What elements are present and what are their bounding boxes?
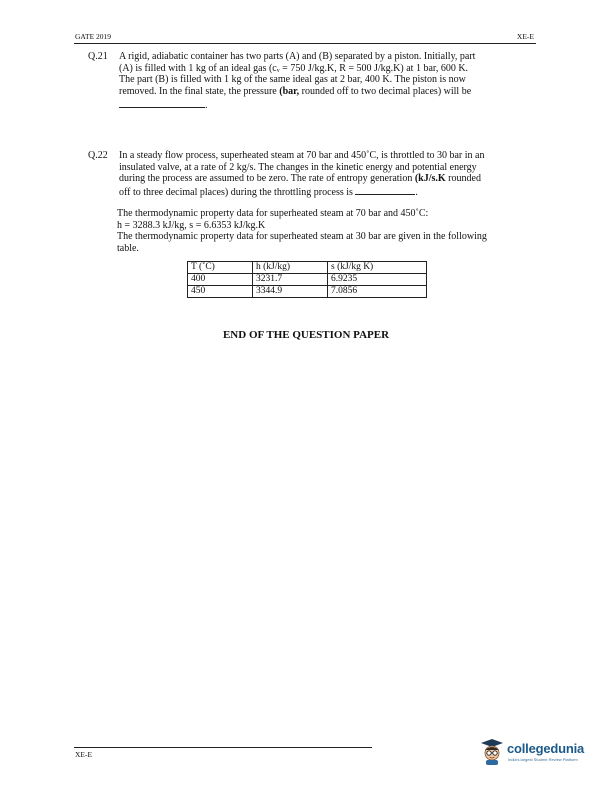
table-cell: 3344.9 (253, 286, 328, 298)
brand-watermark (480, 738, 592, 768)
table-header-cell: h (kJ/kg) (253, 262, 328, 274)
data-line: The thermodynamic property data for superheated steam at 70 bar and 450˚C: (117, 208, 429, 219)
question-line: In a steady flow process, superheated steam at 70 bar and 450˚C, is throttled to 30 bar in an (119, 150, 485, 161)
question-text (119, 150, 484, 198)
brand-tagline: India's largest Student Review Platform (508, 757, 578, 762)
table-cell: 7.0856 (328, 286, 427, 298)
question-number: Q.21 (88, 51, 108, 62)
table-cell: 400 (188, 274, 253, 286)
header-divider (74, 43, 536, 44)
header-paper-code: XE-E (516, 32, 534, 41)
footer-divider (74, 747, 372, 748)
table-row (188, 286, 427, 298)
text-run: rounded (445, 173, 481, 185)
question-line (119, 185, 484, 199)
text-run: . (415, 186, 418, 198)
question-line (119, 173, 484, 185)
table-header-cell: T (˚C) (188, 262, 253, 274)
data-line: table. (117, 242, 139, 254)
data-line: The thermodynamic property data for superheated steam at 30 bar are given in the following (117, 231, 487, 243)
brand-name: collegedunia (507, 741, 585, 756)
table-cell: 450 (188, 286, 253, 298)
answer-blank[interactable] (119, 97, 205, 108)
table-cell: 6.9235 (328, 274, 427, 286)
property-data-text (117, 208, 487, 254)
property-table (187, 261, 427, 298)
answer-blank[interactable] (355, 185, 415, 195)
data-line: h = 3288.3 kJ/kg, s = 6.6353 kJ/kg.K (117, 219, 266, 231)
question-line: insulated valve, at a rate of 2 kg/s. The changes in the kinetic energy and potential energy (119, 161, 477, 173)
footer-paper-code: XE-E (75, 750, 93, 759)
text-run-bold: (kJ/s.K (414, 173, 446, 185)
question-line: (A) is filled with 1 kg of an ideal gas (cᵥ = 750 J/kg.K, R = 500 J/kg.K) at 1 bar, 600 K. (119, 62, 469, 74)
table-header-row (188, 262, 427, 274)
mascot-logo-icon (480, 738, 504, 766)
text-run: removed. In the final state, the pressure (119, 85, 280, 97)
question-number: Q.22 (88, 150, 108, 161)
header-exam-name: GATE 2019 (75, 32, 112, 41)
text-run: during the process are assumed to be zero. The rate of entropy generation (119, 173, 415, 185)
text-run: . (205, 100, 208, 112)
table-row (188, 274, 427, 286)
question-line: The part (B) is filled with 1 kg of the same ideal gas at 2 bar, 400 K. The piston is now (119, 74, 466, 86)
text-run: rounded off to two decimal places) will be (299, 85, 472, 97)
answer-line (119, 97, 475, 112)
question-text (119, 51, 475, 112)
text-run: off to three decimal places) during the throttling process is (119, 186, 353, 198)
text-run-bold: (bar, (279, 85, 300, 97)
table-cell: 3231.7 (253, 274, 328, 286)
end-of-paper-note: END OF THE QUESTION PAPER (222, 329, 390, 341)
table-header-cell: s (kJ/kg K) (328, 262, 427, 274)
question-line: A rigid, adiabatic container has two parts (A) and (B) separated by a piston. Initially, part (119, 51, 476, 62)
question-line (119, 86, 475, 98)
